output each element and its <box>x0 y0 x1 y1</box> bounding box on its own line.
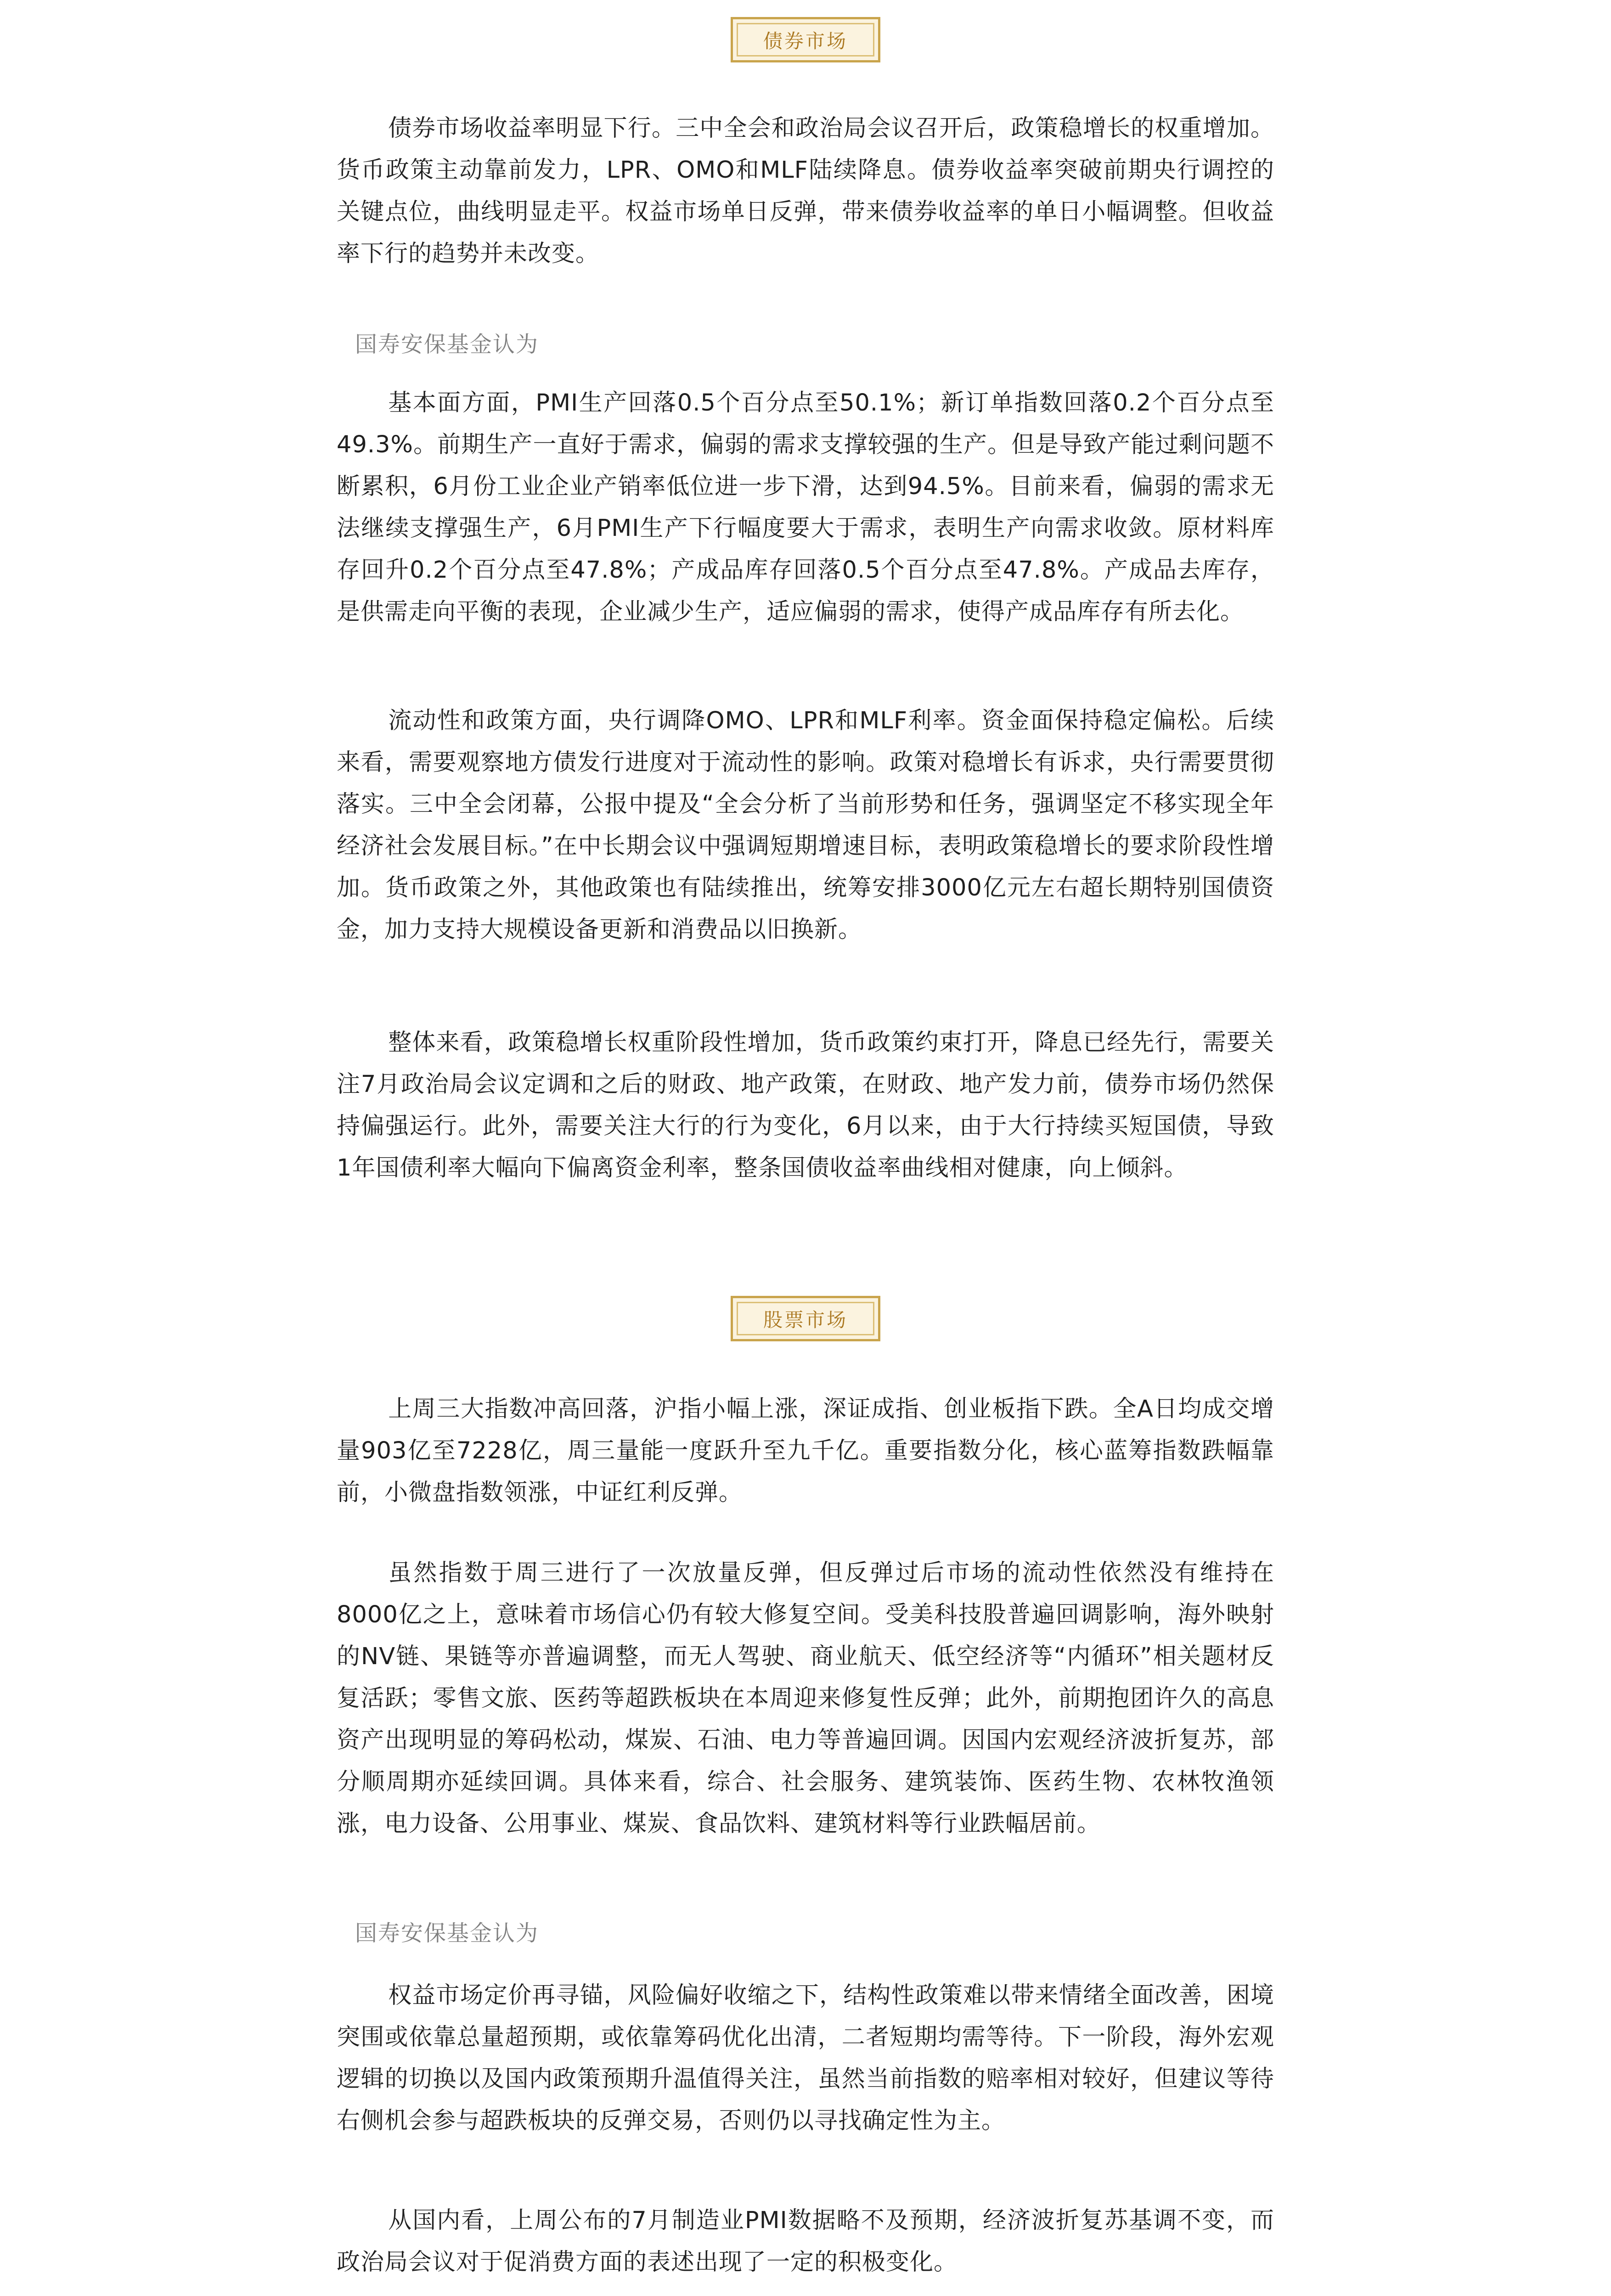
stock-subheading: 国寿安保基金认为 <box>355 1920 539 1946</box>
stock-detail-paragraph: 虽然指数于周三进行了一次放量反弹，但反弹过后市场的流动性依然没有维持在8000亿之上，意味着市场信心仍有较大修复空间。受美科技股普遍回调影响，海外映射的NV链、果链等亦普遍调整，而无人驾驶、商业航天、低空经济等“内循环”相关题材反复活跃；零售文旅、医药等超跌板块在本周迎来修复性反弹；此外，前期抱团许久的高息资产出现明显的筹码松动，煤炭、石油、电力等普遍回调。因国内宏观经济波折复苏，部分顺周期亦延续回调。具体来看，综合、社会服务、建筑装饰、医药生物、农林牧渔领涨，电力设备、公用事业、煤炭、食品饮料、建筑材料等行业跌幅居前。 <box>337 1559 1274 1837</box>
stock-intro-paragraph: 上周三大指数冲高回落，沪指小幅上涨，深证成指、创业板指下跌。全A日均成交增量903亿至7228亿，周三量能一度跃升至九千亿。重要指数分化，核心蓝筹指数跌幅靠前，小微盘指数领涨，中证红利反弹。 <box>337 1396 1274 1506</box>
stock-domestic-paragraph: 从国内看，上周公布的7月制造业PMI数据略不及预期，经济波折复苏基调不变，而政治局会议对于促消费方面的表述出现了一定的积极变化。 <box>337 2207 1274 2276</box>
bond-fundamentals-paragraph: 基本面方面，PMI生产回落0.5个百分点至50.1%；新订单指数回落0.2个百分点至49.3%。前期生产一直好于需求，偏弱的需求支撑较强的生产。但是导致产能过剩问题不断累积，6月份工业企业产销率低位进一步下滑，达到94.5%。目前来看，偏弱的需求无法继续支撑强生产，6月PMI生产下行幅度要大于需求，表明生产向需求收敛。原材料库存回升0.2个百分点至47.8%；产成品库存回落0.5个百分点至47.8%。产成品去库存，是供需走向平衡的表现，企业减少生产，适应偏弱的需求，使得产成品库存有所去化。 <box>337 389 1274 625</box>
section-badge-bond-market <box>731 17 880 62</box>
stock-pricing-paragraph: 权益市场定价再寻锚，风险偏好收缩之下，结构性政策难以带来情绪全面改善，困境突围或依靠总量超预期，或依靠筹码优化出清，二者短期均需等待。下一阶段，海外宏观逻辑的切换以及国内政策预期升温值得关注，虽然当前指数的赔率相对较好，但建议等待右侧机会参与超跌板块的反弹交易，否则仍以寻找确定性为主。 <box>337 1982 1274 2134</box>
section-badge-label: 股票市场 <box>763 1308 848 1331</box>
bond-intro-paragraph: 债券市场收益率明显下行。三中全会和政治局会议召开后，政策稳增长的权重增加。货币政策主动靠前发力，LPR、OMO和MLF陆续降息。债券收益率突破前期央行调控的关键点位，曲线明显走平。权益市场单日反弹，带来债券收益率的单日小幅调整。但收益率下行的趋势并未改变。 <box>337 115 1274 267</box>
section-badge-label: 债券市场 <box>763 29 848 52</box>
bond-liquidity-policy-paragraph: 流动性和政策方面，央行调降OMO、LPR和MLF利率。资金面保持稳定偏松。后续来看，需要观察地方债发行进度对于流动性的影响。政策对稳增长有诉求，央行需要贯彻落实。三中全会闭幕，公报中提及“全会分析了当前形势和任务，强调坚定不移实现全年经济社会发展目标。”在中长期会议中强调短期增速目标，表明政策稳增长的要求阶段性增加。货币政策之外，其他政策也有陆续推出，统筹安排3000亿元左右超长期特别国债资金，加力支持大规模设备更新和消费品以旧换新。 <box>337 707 1274 943</box>
bond-subheading: 国寿安保基金认为 <box>355 332 539 357</box>
bond-overall-paragraph: 整体来看，政策稳增长权重阶段性增加，货币政策约束打开，降息已经先行，需要关注7月政治局会议定调和之后的财政、地产政策，在财政、地产发力前，债券市场仍然保持偏强运行。此外，需要关注大行的行为变化，6月以来，由于大行持续买短国债，导致1年国债利率大幅向下偏离资金利率，整条国债收益率曲线相对健康，向上倾斜。 <box>337 1029 1274 1182</box>
section-badge-stock-market <box>731 1296 880 1341</box>
